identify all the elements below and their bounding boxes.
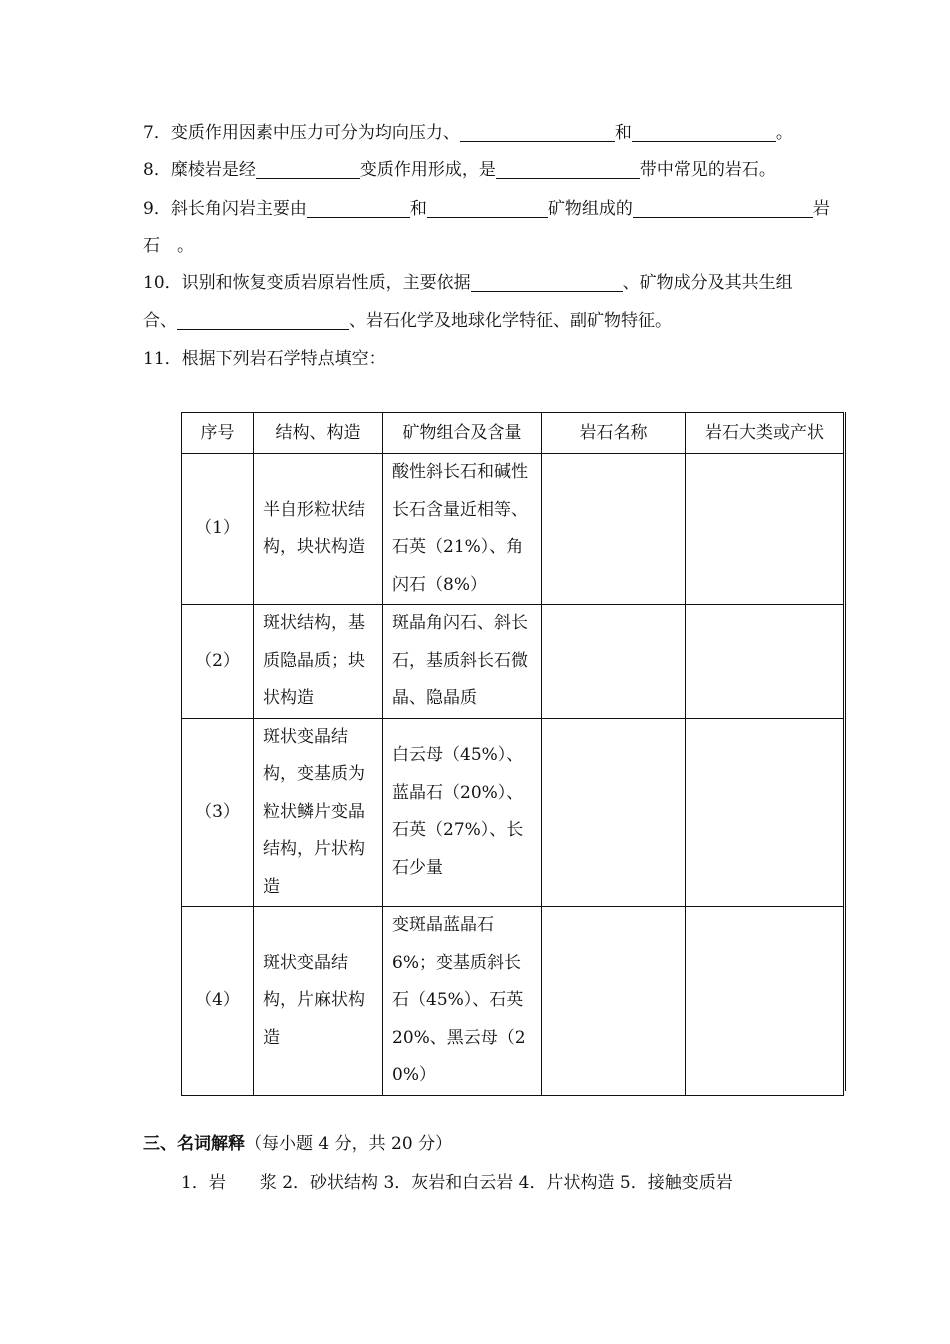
header-rock-category: 岩石大类或产状 <box>686 413 844 454</box>
question-10-prefix: 10．识别和恢复变质岩原岩性质，主要依据 <box>143 273 471 293</box>
answer-blank[interactable] <box>632 123 776 142</box>
header-rock-name: 岩石名称 <box>542 413 686 454</box>
section-3-terms: 1．岩 浆 2．砂状结构 3．灰岩和白云岩 4．片状构造 5．接触变质岩 <box>181 1173 733 1193</box>
answer-blank[interactable] <box>460 123 615 142</box>
row-rock-name-cell[interactable] <box>542 718 686 907</box>
row-rock-category-cell[interactable] <box>686 454 844 605</box>
question-10 <box>143 272 793 294</box>
question-9-mid1: 和 <box>409 199 427 219</box>
question-7-end: 。 <box>775 123 793 143</box>
question-9 <box>143 198 830 220</box>
row-minerals: 酸性斜长石和碱性长石含量近相等、石英（21%）、角闪石（8%） <box>383 454 542 605</box>
question-8-mid: 变质作用形成，是 <box>359 160 496 180</box>
section-3-note: （每小题 4 分，共 20 分） <box>245 1134 453 1154</box>
question-7 <box>143 122 793 144</box>
question-10-line2 <box>143 310 672 332</box>
row-rock-category-cell[interactable] <box>686 907 844 1096</box>
row-rock-name-cell[interactable] <box>542 605 686 719</box>
header-structure: 结构、构造 <box>254 413 383 454</box>
row-structure: 半自形粒状结构，块状构造 <box>254 454 383 605</box>
answer-blank[interactable] <box>427 199 548 218</box>
answer-blank[interactable] <box>307 199 410 218</box>
section-3-heading <box>143 1133 452 1155</box>
question-9-mid2: 矿物组成的 <box>547 199 633 219</box>
question-8 <box>143 159 776 181</box>
table-double-border <box>845 412 846 1091</box>
row-minerals: 斑晶角闪石、斜长石，基质斜长石微晶、隐晶质 <box>383 605 542 719</box>
row-minerals: 变斑晶蓝晶石6%；变基质斜长石（45%）、石英20%、黑云母（20%） <box>383 907 542 1096</box>
question-8-prefix: 8．糜棱岩是经 <box>143 160 256 180</box>
table-header-row <box>182 413 844 454</box>
table-row <box>182 605 844 719</box>
row-rock-name-cell[interactable] <box>542 907 686 1096</box>
row-structure: 斑状变晶结构，变基质为粒状鳞片变晶结构，片状构造 <box>254 718 383 907</box>
row-index: （4） <box>182 907 254 1096</box>
row-rock-name-cell[interactable] <box>542 454 686 605</box>
row-index: （1） <box>182 454 254 605</box>
table-row <box>182 907 844 1096</box>
question-7-prefix: 7．变质作用因素中压力可分为均向压力、 <box>143 123 460 143</box>
answer-blank[interactable] <box>633 199 813 218</box>
row-rock-category-cell[interactable] <box>686 718 844 907</box>
table-row <box>182 454 844 605</box>
header-minerals: 矿物组合及含量 <box>383 413 542 454</box>
answer-blank[interactable] <box>496 160 640 179</box>
row-structure: 斑状结构，基质隐晶质；块状构造 <box>254 605 383 719</box>
row-structure: 斑状变晶结构，片麻状构造 <box>254 907 383 1096</box>
question-9-line2: 石 。 <box>143 236 194 256</box>
row-minerals: 白云母（45%）、蓝晶石（20%）、石英（27%）、长石少量 <box>383 718 542 907</box>
row-rock-category-cell[interactable] <box>686 605 844 719</box>
question-8-end: 带中常见的岩石。 <box>639 160 776 180</box>
answer-blank[interactable] <box>256 160 360 179</box>
rock-table <box>181 412 844 1096</box>
row-index: （2） <box>182 605 254 719</box>
question-10-line2-end: 、岩石化学及地球化学特征、副矿物特征。 <box>349 311 672 331</box>
section-3-title: 三、名词解释 <box>143 1134 245 1154</box>
header-index: 序号 <box>182 413 254 454</box>
row-index: （3） <box>182 718 254 907</box>
question-10-line2-prefix: 合、 <box>143 311 177 331</box>
question-7-mid: 和 <box>614 123 632 143</box>
question-9-prefix: 9．斜长角闪岩主要由 <box>143 199 307 219</box>
answer-blank[interactable] <box>177 311 349 330</box>
answer-blank[interactable] <box>471 273 623 292</box>
question-11: 11．根据下列岩石学特点填空： <box>143 349 386 369</box>
question-9-end: 岩 <box>812 199 830 219</box>
question-10-end: 、矿物成分及其共生组 <box>622 273 793 293</box>
table-row <box>182 718 844 907</box>
